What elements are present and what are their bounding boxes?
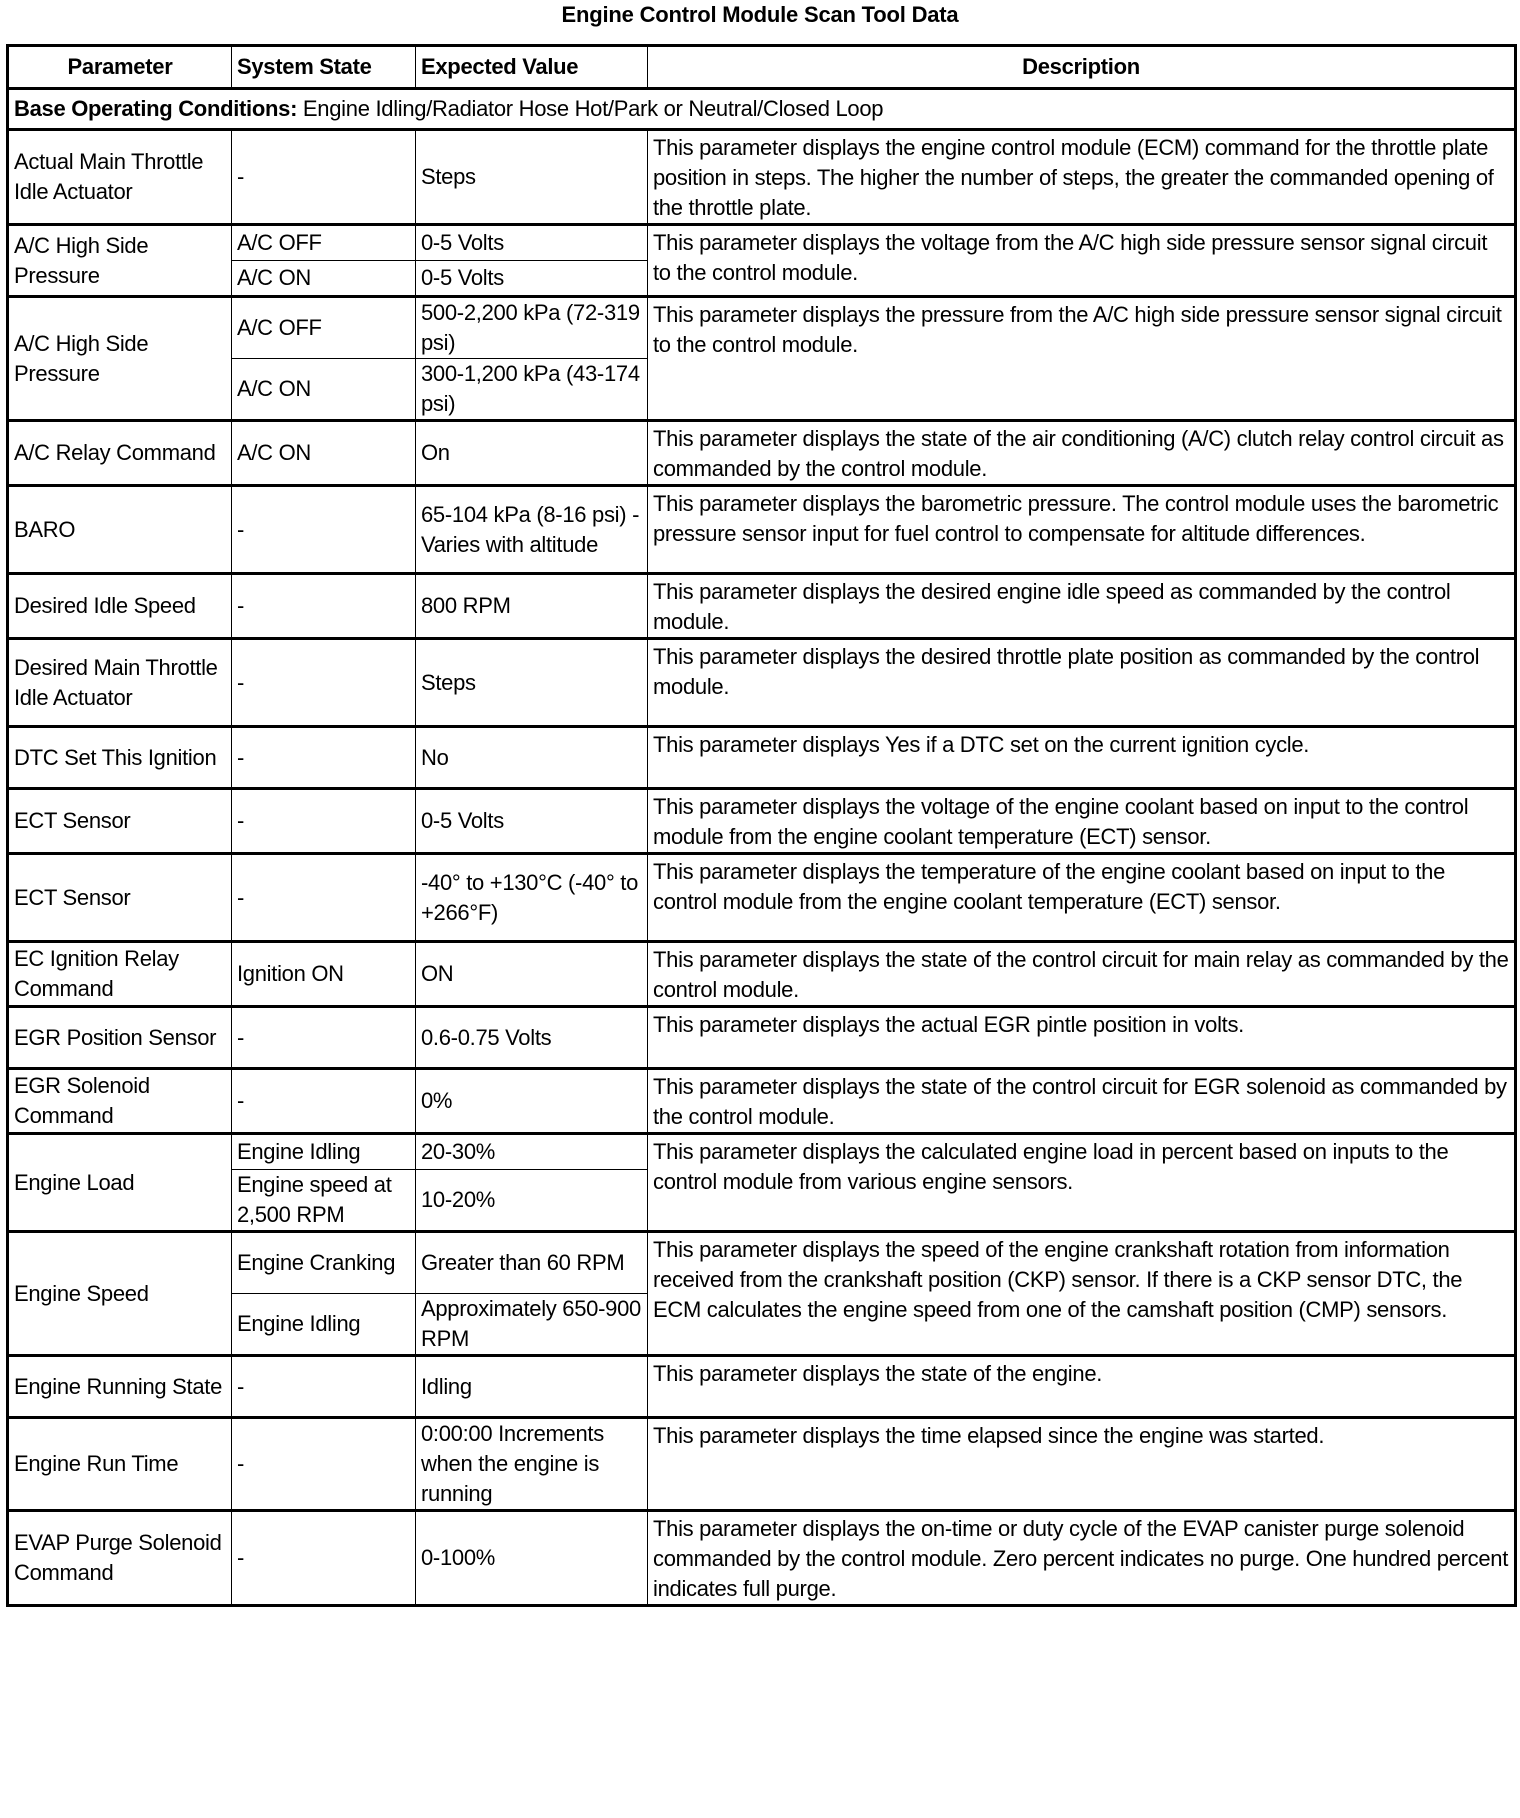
table-row (8, 1069, 1516, 1134)
expected-value-cell: ON (416, 942, 648, 1007)
table-row (8, 1356, 1516, 1418)
system-state-cell: - (232, 130, 416, 225)
expected-value-cell: 0% (416, 1069, 648, 1134)
description-cell: This parameter displays the speed of the engine crankshaft rotation from information received from the crankshaft position (CKP) sensor. If there is a CKP sensor DTC, the ECM calculates the engine speed from one of the camshaft position (CMP) sensors. (648, 1232, 1516, 1356)
system-state-cell: Engine Idling (232, 1294, 416, 1356)
parameter-cell: ECT Sensor (8, 854, 232, 942)
system-state-cell: Engine Idling (232, 1134, 416, 1170)
description-cell: This parameter displays Yes if a DTC set on the current ignition cycle. (648, 727, 1516, 789)
parameter-cell: Desired Main Throttle Idle Actuator (8, 639, 232, 727)
expected-value-cell: Steps (416, 130, 648, 225)
expected-value-cell: Approximately 650-900 RPM (416, 1294, 648, 1356)
expected-value-cell: 10-20% (416, 1170, 648, 1232)
system-state-cell: - (232, 789, 416, 854)
description-cell: This parameter displays the actual EGR pintle position in volts. (648, 1007, 1516, 1069)
parameter-cell: Engine Load (8, 1134, 232, 1232)
table-row (8, 942, 1516, 1007)
system-state-cell: - (232, 1069, 416, 1134)
expected-value-cell: On (416, 421, 648, 486)
expected-value-cell: Greater than 60 RPM (416, 1232, 648, 1294)
description-cell: This parameter displays the state of the engine. (648, 1356, 1516, 1418)
parameter-cell: EGR Solenoid Command (8, 1069, 232, 1134)
description-cell: This parameter displays the voltage from the A/C high side pressure sensor signal circuit to the control module. (648, 225, 1516, 297)
parameter-cell: DTC Set This Ignition (8, 727, 232, 789)
parameter-cell: Engine Run Time (8, 1418, 232, 1511)
table-row (8, 1232, 1516, 1294)
table-row (8, 1418, 1516, 1511)
system-state-cell: A/C ON (232, 359, 416, 421)
expected-value-cell: 0.6-0.75 Volts (416, 1007, 648, 1069)
table-header-row (8, 46, 1516, 89)
base-conditions-text: Engine Idling/Radiator Hose Hot/Park or Neutral/Closed Loop (297, 96, 884, 121)
description-cell: This parameter displays the time elapsed since the engine was started. (648, 1418, 1516, 1511)
description-cell: This parameter displays the state of the air conditioning (A/C) clutch relay control circuit as commanded by the control module. (648, 421, 1516, 486)
parameter-cell: Engine Running State (8, 1356, 232, 1418)
system-state-cell: A/C ON (232, 261, 416, 297)
system-state-cell: - (232, 1418, 416, 1511)
expected-value-cell: 0:00:00 Increments when the engine is running (416, 1418, 648, 1511)
system-state-cell: A/C OFF (232, 225, 416, 261)
description-cell: This parameter displays the barometric pressure. The control module uses the barometric pressure sensor input for fuel control to compensate for altitude differences. (648, 486, 1516, 574)
table-row (8, 486, 1516, 574)
column-header-description: Description (648, 46, 1516, 89)
expected-value-cell: 20-30% (416, 1134, 648, 1170)
system-state-cell: A/C OFF (232, 297, 416, 359)
table-row (8, 1134, 1516, 1170)
expected-value-cell: 0-5 Volts (416, 789, 648, 854)
table-row (8, 639, 1516, 727)
system-state-cell: Engine speed at 2,500 RPM (232, 1170, 416, 1232)
column-header-system-state: System State (232, 46, 416, 89)
table-row (8, 130, 1516, 225)
expected-value-cell: -40° to +130°C (-40° to +266°F) (416, 854, 648, 942)
expected-value-cell: 800 RPM (416, 574, 648, 639)
system-state-cell: - (232, 486, 416, 574)
column-header-parameter: Parameter (8, 46, 232, 89)
table-row (8, 727, 1516, 789)
system-state-cell: Engine Cranking (232, 1232, 416, 1294)
column-header-expected-value: Expected Value (416, 46, 648, 89)
parameter-cell: ECT Sensor (8, 789, 232, 854)
parameter-cell: BARO (8, 486, 232, 574)
system-state-cell: - (232, 1356, 416, 1418)
system-state-cell: - (232, 574, 416, 639)
description-cell: This parameter displays the calculated engine load in percent based on inputs to the control module from various engine sensors. (648, 1134, 1516, 1232)
parameter-cell: Desired Idle Speed (8, 574, 232, 639)
system-state-cell: A/C ON (232, 421, 416, 486)
description-cell: This parameter displays the state of the control circuit for EGR solenoid as commanded by the control module. (648, 1069, 1516, 1134)
system-state-cell: - (232, 1007, 416, 1069)
table-row (8, 421, 1516, 486)
base-conditions-label: Base Operating Conditions: (14, 96, 298, 121)
description-cell: This parameter displays the engine control module (ECM) command for the throttle plate position in steps. The higher the number of steps, the greater the commanded opening of the throttle plate. (648, 130, 1516, 225)
table-row (8, 789, 1516, 854)
system-state-cell: - (232, 854, 416, 942)
description-cell: This parameter displays the desired engine idle speed as commanded by the control module. (648, 574, 1516, 639)
scan-tool-data-table (6, 44, 1517, 1607)
expected-value-cell: 300-1,200 kPa (43-174 psi) (416, 359, 648, 421)
parameter-cell: EC Ignition Relay Command (8, 942, 232, 1007)
system-state-cell: - (232, 639, 416, 727)
base-operating-conditions-row (8, 89, 1516, 130)
table-row (8, 225, 1516, 261)
description-cell: This parameter displays the voltage of the engine coolant based on input to the control module from the engine coolant temperature (ECT) sensor. (648, 789, 1516, 854)
description-cell: This parameter displays the on-time or duty cycle of the EVAP canister purge solenoid commanded by the control module. Zero percent indicates no purge. One hundred percent indicates full purge. (648, 1511, 1516, 1606)
system-state-cell: Ignition ON (232, 942, 416, 1007)
expected-value-cell: No (416, 727, 648, 789)
expected-value-cell: 65-104 kPa (8-16 psi) - Varies with altitude (416, 486, 648, 574)
base-operating-conditions (8, 89, 1516, 130)
table-row (8, 1511, 1516, 1606)
expected-value-cell: 0-5 Volts (416, 225, 648, 261)
table-row (8, 574, 1516, 639)
expected-value-cell: 0-5 Volts (416, 261, 648, 297)
expected-value-cell: 0-100% (416, 1511, 648, 1606)
parameter-cell: Engine Speed (8, 1232, 232, 1356)
description-cell: This parameter displays the pressure from the A/C high side pressure sensor signal circuit to the control module. (648, 297, 1516, 421)
table-row (8, 1007, 1516, 1069)
expected-value-cell: Steps (416, 639, 648, 727)
expected-value-cell: 500-2,200 kPa (72-319 psi) (416, 297, 648, 359)
document-title: Engine Control Module Scan Tool Data (561, 2, 959, 27)
table-row (8, 297, 1516, 359)
table-row (8, 854, 1516, 942)
parameter-cell: A/C Relay Command (8, 421, 232, 486)
parameter-cell: Actual Main Throttle Idle Actuator (8, 130, 232, 225)
system-state-cell: - (232, 727, 416, 789)
parameter-cell: A/C High Side Pressure (8, 225, 232, 297)
parameter-cell: EGR Position Sensor (8, 1007, 232, 1069)
description-cell: This parameter displays the state of the control circuit for main relay as commanded by the control module. (648, 942, 1516, 1007)
description-cell: This parameter displays the temperature of the engine coolant based on input to the control module from the engine coolant temperature (ECT) sensor. (648, 854, 1516, 942)
parameter-cell: EVAP Purge Solenoid Command (8, 1511, 232, 1606)
system-state-cell: - (232, 1511, 416, 1606)
parameter-cell: A/C High Side Pressure (8, 297, 232, 421)
description-cell: This parameter displays the desired throttle plate position as commanded by the control module. (648, 639, 1516, 727)
expected-value-cell: Idling (416, 1356, 648, 1418)
